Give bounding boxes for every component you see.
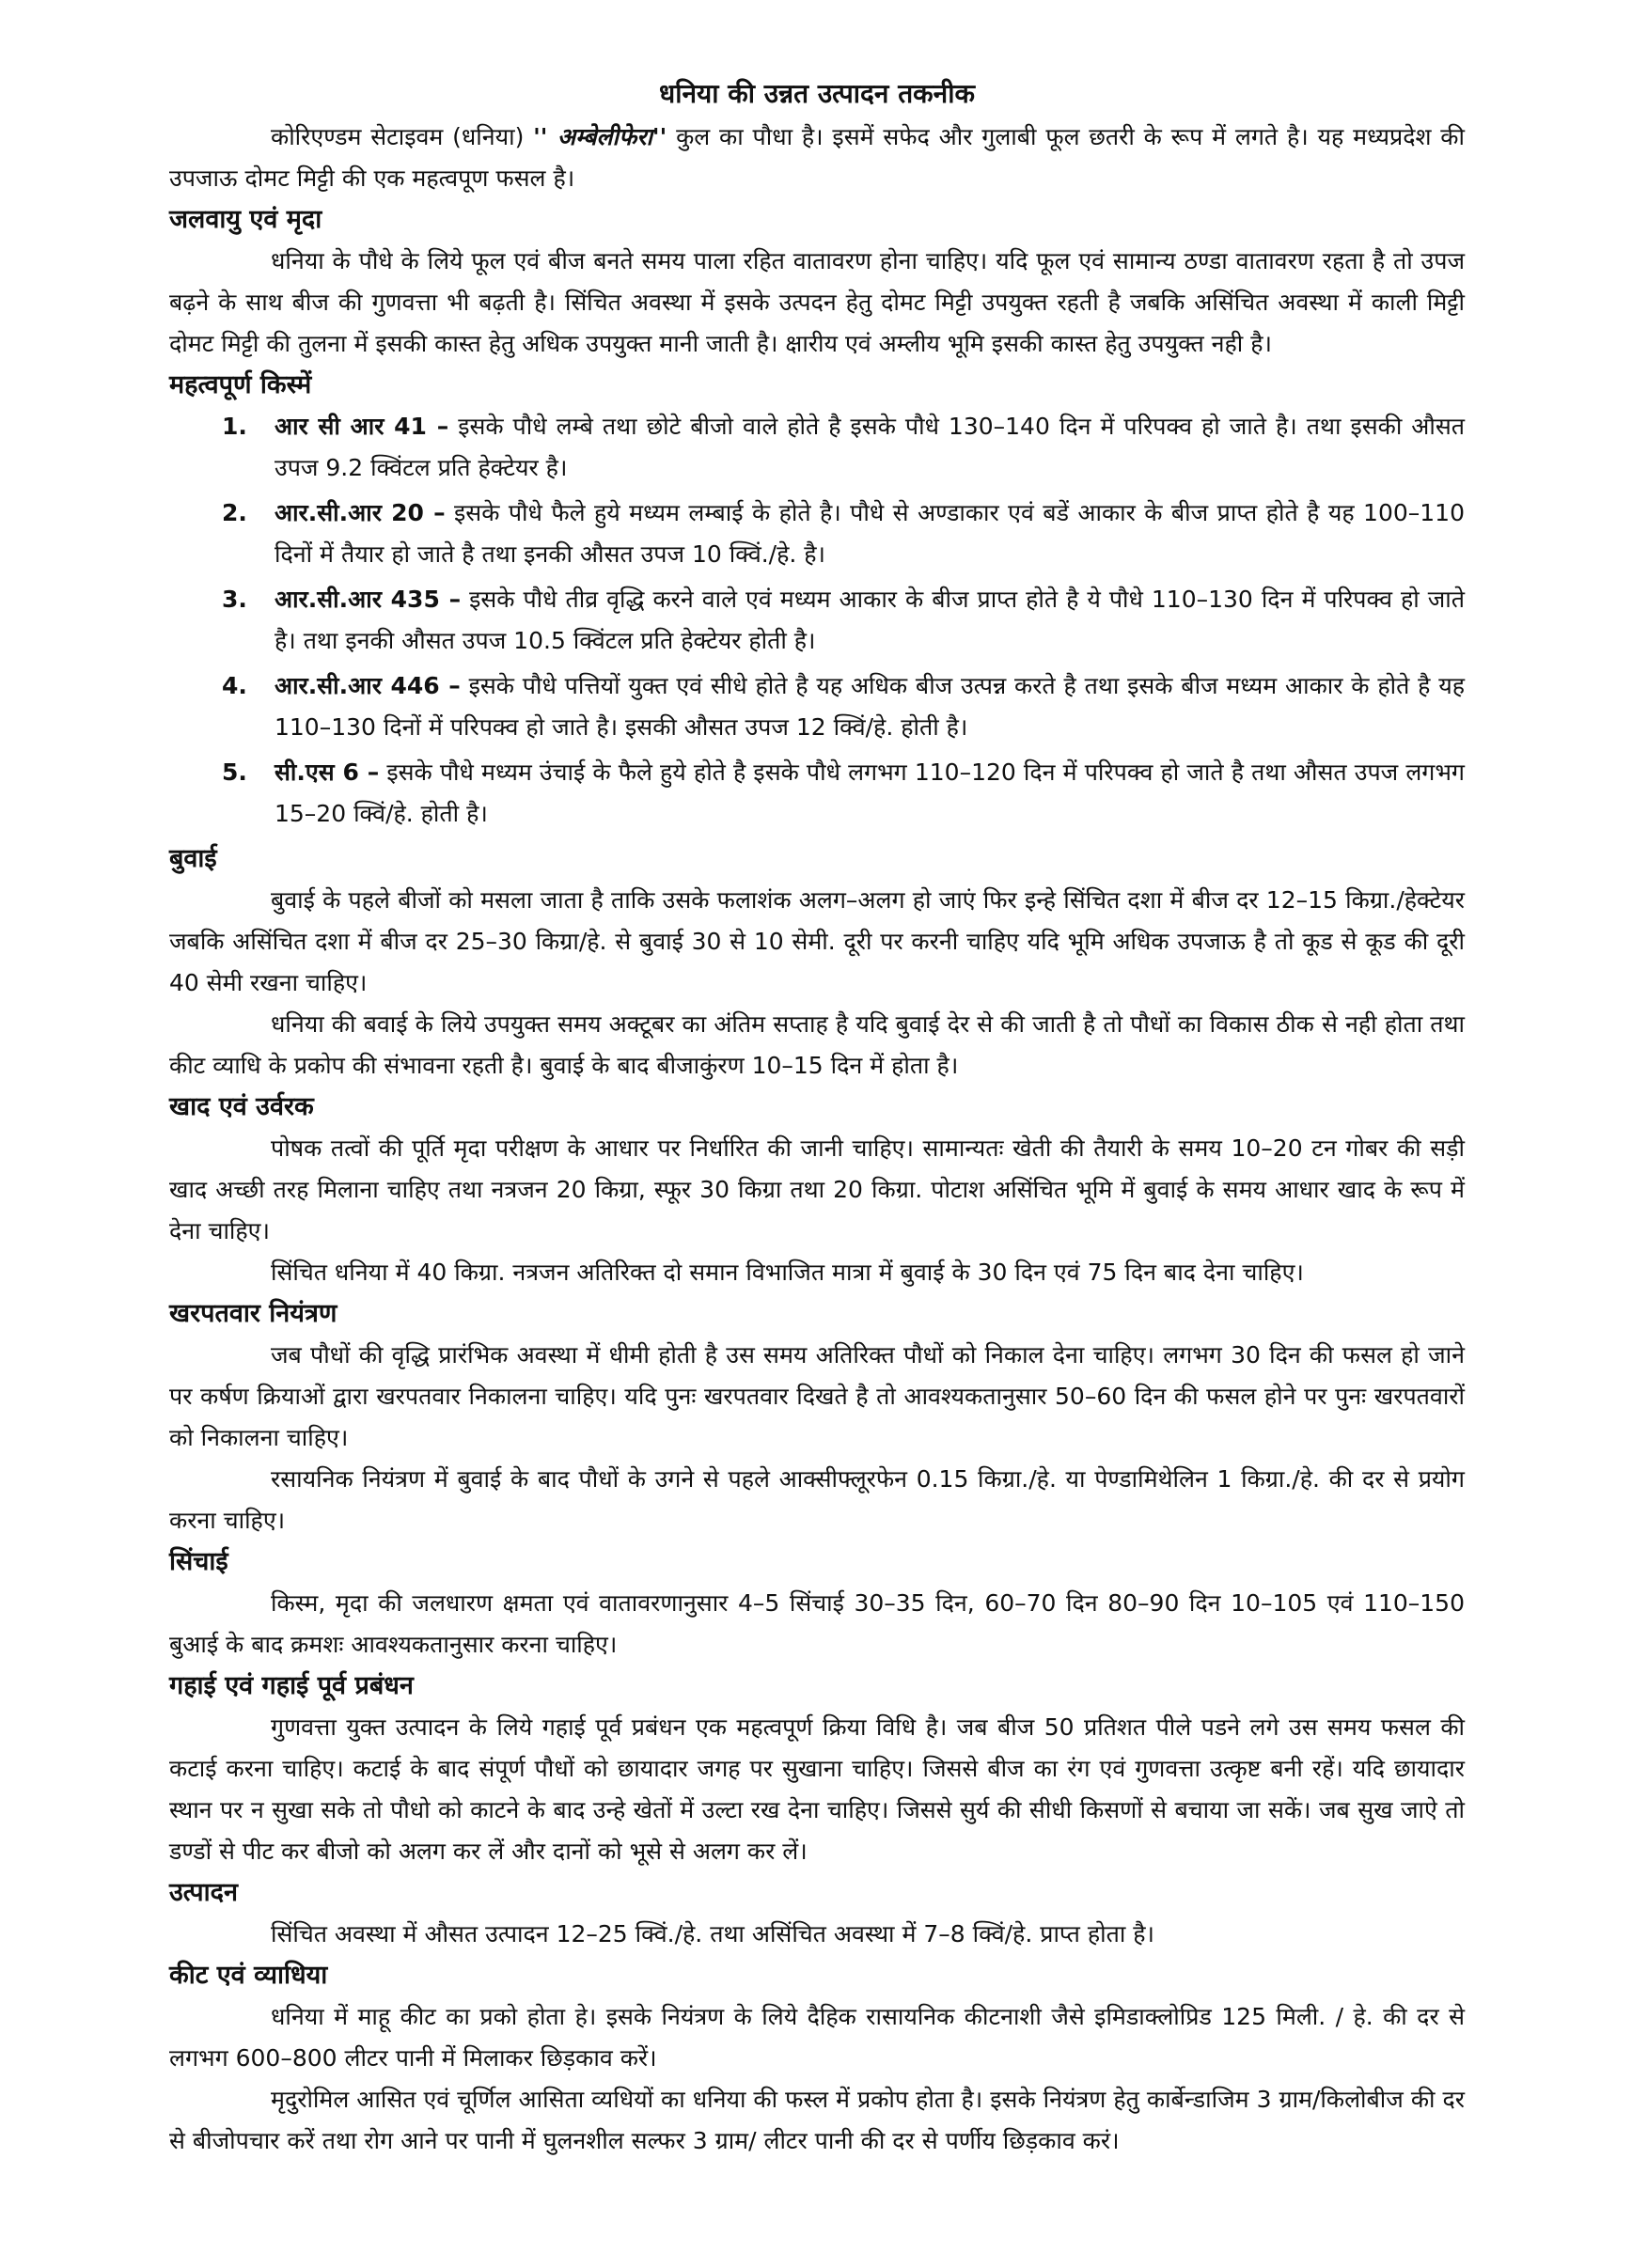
variety-description: इसके पौधे तीव्र वृद्धि करने वाले एवं मध्यम आकार के बीज प्राप्त होते है ये पौधे 110–130 दिन में परिपक्व हो जाते है। तथा इनकी औसत उपज 10.5 क्विंटल प्रति हेक्टेयर होती है। [275, 586, 1466, 654]
variety-item [169, 579, 1465, 662]
intro-after: कुल का पौधा है। इसमें सफेद और गुलाबी फूल छतरी के रूप में लगते है। यह मध्यप्रदेश की उपजाऊ दोमट मिट्टी की एक महत्वपूण फसल है। [169, 123, 1465, 192]
variety-name: सी.एस 6 – [275, 759, 380, 786]
harvest-paragraph: गुणवत्ता युक्त उत्पादन के लिये गहाई पूर्व प्रबंधन एक महत्वपूर्ण क्रिया विधि है। जब बीज 50 प्रतिशत पीले पडने लगे उस समय फसल की कटाई करना चाहिए। कटाई के बाद संपूर्ण पौधों को छायादार जगह पर सुखाना चाहिए। जिससे बीज का रंग एवं गुणवत्ता उत्कृष्ट बनी रहें। यदि छायादार स्थान पर न सुखा सके तो पौधो को काटने के बाद उन्हे खेतों में उल्टा रख देना चाहिए। जिससे सुर्य की सीधी किसणों से बचाया जा सकें। जब सुख जाऐ तो डण्डों से पीट कर बीजो को अलग कर लें और दानों को भूसे से अलग कर लें। [169, 1713, 1465, 1865]
variety-item [169, 665, 1465, 748]
variety-item [169, 406, 1465, 489]
weed-paragraph-1: जब पौधों की वृद्धि प्रारंभिक अवस्था में धीमी होती है उस समय अतिरिक्त पौधों को निकाल देना चाहिए। लगभग 30 दिन की फसल हो जाने पर कर्षण क्रियाओं द्वारा खरपतवार निकालना चाहिए। यदि पुनः खरपतवार दिखते है तो आवश्यकतानुसार 50–60 दिन की फसल होने पर पुनः खरपतवारों को निकालना चाहिए। [169, 1341, 1465, 1451]
climate-paragraph: धनिया के पौधे के लिये फूल एवं बीज बनते समय पाला रहित वातावरण होना चाहिए। यदि फूल एवं सामान्य ठण्डा वातावरण रहता है तो उपज बढ़ने के साथ बीज की गुणवत्ता भी बढ़ती है। सिंचित अवस्था में इसके उत्पदन हेतु दोमट मिट्टी उपयुक्त रहती है जबकि असिंचित अवस्था में काली मिट्टी दोमट मिट्टी की तुलना में इसकी कास्त हेतु अधिक उपयुक्त मानी जाती है। क्षारीय एवं अम्लीय भूमि इसकी कास्त हेतु उपयुक्त नही है। [169, 247, 1465, 357]
variety-name: आर.सी.आर 446 – [275, 672, 461, 699]
variety-description: इसके पौधे पत्तियों युक्त एवं सीधे होते है यह अधिक बीज उत्पन्न करते है तथा इसके बीज मध्यम आकार के होते है यह 110–130 दिनों में परिपक्व हो जाते है। इसकी औसत उपज 12 क्विं/हे. होती है। [275, 672, 1466, 741]
yield-heading: उत्पादन [169, 1878, 238, 1907]
irrigation-paragraph: किस्म, मृदा की जलधारण क्षमता एवं वातावरणानुसार 4–5 सिंचाई 30–35 दिन, 60–70 दिन 80–90 दिन 10–105 एवं 110–150 बुआई के बाद क्रमशः आवश्यकतानुसार करना चाहिए। [169, 1589, 1465, 1658]
pests-paragraph-2: मृदुरोमिल आसित एवं चूर्णिल आसिता व्यधियों का धनिया की फस्ल में प्रकोप होता है। इसके नियंत्रण हेतु कार्बेन्डाजिम 3 ग्राम/किलोबीज की दर से बीजोपचार करें तथा रोग आने पर पानी में घुलनशील सल्फर 3 ग्राम/ लीटर पानी की दर से पर्णीय छिड़काव करं। [169, 2086, 1465, 2154]
variety-number: 2. [222, 499, 247, 526]
fertilizer-heading: खाद एवं उर्वरक [169, 1092, 314, 1121]
weed-heading: खरपतवार नियंत्रण [169, 1299, 337, 1328]
irrigation-heading: सिंचाई [169, 1547, 228, 1576]
family-name: '' अम्बेलीफेरा'' [533, 123, 667, 150]
fertilizer-paragraph-1: पोषक तत्वों की पूर्ति मृदा परीक्षण के आधार पर निर्धारित की जानी चाहिए। सामान्यतः खेती की तैयारी के समय 10–20 टन गोबर की सड़ी खाद अच्छी तरह मिलाना चाहिए तथा नत्रजन 20 किग्रा, स्फूर 30 किग्रा तथा 20 किग्रा. पोटाश असिंचित भूमि में बुवाई के समय आधार खाद के रूप में देना चाहिए। [169, 1134, 1465, 1244]
variety-number: 4. [222, 672, 247, 699]
variety-name: आर.सी.आर 20 – [275, 499, 446, 526]
pests-heading: कीट एवं व्याधिया [169, 1961, 328, 1990]
intro-paragraph [169, 117, 1465, 199]
intro-before: कोरिएण्डम सेटाइवम (धनिया) [271, 123, 534, 150]
variety-description: इसके पौधे फैले हुये मध्यम लम्बाई के होते है। पौधे से अण्डाकार एवं बडें आकार के बीज प्राप्त होते है यह 100–110 दिनों में तैयार हो जाते है तथा इनकी औसत उपज 10 क्विं./हे. है। [275, 499, 1465, 568]
variety-name: आर.सी.आर 435 – [275, 586, 462, 613]
variety-number: 3. [222, 586, 247, 613]
climate-heading: जलवायु एवं मृदा [169, 205, 322, 234]
page-title: धनिया की उन्नत उत्पादन तकनीक [659, 78, 975, 109]
varieties-list [169, 406, 1465, 835]
weed-paragraph-2: रसायनिक नियंत्रण में बुवाई के बाद पौधों के उगने से पहले आक्सीफ्लूरफेन 0.15 किग्रा./हे. या पेण्डामिथेलिन 1 किग्रा./हे. की दर से प्रयोग करना चाहिए। [169, 1465, 1465, 1534]
variety-number: 1. [222, 413, 247, 440]
variety-description: इसके पौधे लम्बे तथा छोटे बीजो वाले होते है इसके पौधे 130–140 दिन में परिपक्व हो जाते है। तथा इसकी औसत उपज 9.2 क्विंटल प्रति हेक्टेयर है। [275, 413, 1466, 481]
sowing-heading: बुवाई [169, 844, 217, 873]
variety-name: आर सी आर 41 – [275, 413, 449, 440]
varieties-heading: महत्वपूर्ण किस्में [169, 370, 312, 399]
pests-paragraph-1: धनिया में माहू कीट का प्रको होता हे। इसके नियंत्रण के लिये दैहिक रासायनिक कीटनाशी जैसे इमिडाक्लोप्रिड 125 मिली. / हे. की दर से लगभग 600–800 लीटर पानी में मिलाकर छिड़काव करें। [169, 2003, 1465, 2072]
variety-number: 5. [222, 759, 247, 786]
variety-item [169, 752, 1465, 835]
variety-item [169, 493, 1465, 575]
harvest-heading: गहाई एवं गहाई पूर्व प्रबंधन [169, 1671, 414, 1700]
yield-paragraph: सिंचित अवस्था में औसत उत्पादन 12–25 क्विं./हे. तथा असिंचित अवस्था में 7–8 क्विं/हे. प्राप्त होता है। [271, 1920, 1154, 1947]
variety-description: इसके पौधे मध्यम उंचाई के फैले हुये होते है इसके पौधे लगभग 110–120 दिन में परिपक्व हो जाते है तथा औसत उपज लगभग 15–20 क्विं/हे. होती है। [275, 759, 1466, 827]
fertilizer-paragraph-2: सिंचित धनिया में 40 किग्रा. नत्रजन अतिरिक्त दो समान विभाजित मात्रा में बुवाई के 30 दिन एवं 75 दिन बाद देना चाहिए। [271, 1259, 1304, 1286]
sowing-paragraph-1: बुवाई के पहले बीजों को मसला जाता है ताकि उसके फलाशंक अलग–अलग हो जाएं फिर इन्हे सिंचित दशा में बीज दर 12–15 किग्रा./हेक्टेयर जबकि असिंचित दशा में बीज दर 25–30 किग्रा/हे. से बुवाई 30 से 10 सेमी. दूरी पर करनी चाहिए यदि भूमि अधिक उपजाऊ है तो कूड से कूड की दूरी 40 सेमी रखना चाहिए। [169, 886, 1465, 996]
sowing-paragraph-2: धनिया की बवाई के लिये उपयुक्त समय अक्टूबर का अंतिम सप्ताह है यदि बुवाई देर से की जाती है तो पौधों का विकास ठीक से नही होता तथा कीट व्याधि के प्रकोप की संभावना रहती है। बुवाई के बाद बीजाकुंरण 10–15 दिन में होता है। [169, 1010, 1465, 1079]
